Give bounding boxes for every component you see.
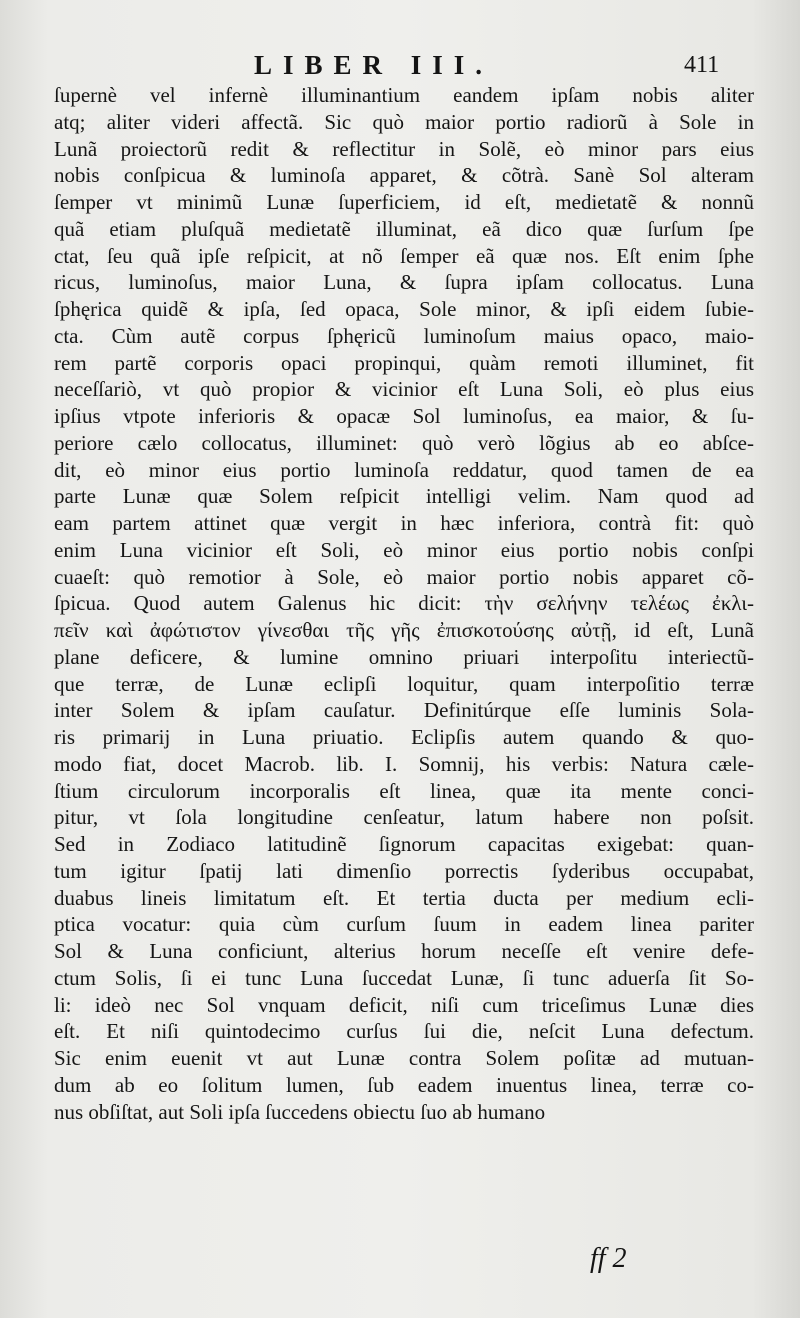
text-line: ricus, luminoſus, maior Luna, & ſupra ipſam collocatus. Luna <box>54 270 754 295</box>
text-line: dit, eò minor eius portio luminoſa reddatur, quod tamen de ea <box>54 457 754 482</box>
text-line: tum igitur ſpatij lati dimenſio porrectis ſyderibus occupabat, <box>54 858 754 883</box>
text-line: quã etiam pluſquã medietatẽ illuminat, eã dico quæ ſurſum ſpe <box>54 216 754 241</box>
text-line: li: ideò nec Sol vnquam deficit, niſi cum triceſimus Lunæ dies <box>54 992 754 1017</box>
text-line: Sed in Zodiaco latitudinẽ ſignorum capacitas exigebat: quan- <box>54 832 754 856</box>
signature-mark: ff 2 <box>590 1243 627 1274</box>
text-line: duabus lineis limitatum eſt. Et tertia ducta per medium ecli- <box>54 885 754 910</box>
text-line: modo fiat, docet Macrob. lib. I. Somnij, his verbis: Natura cæle- <box>54 751 754 776</box>
text-line: ris primarij in Luna priuatio. Eclipſis autem quando & quo- <box>54 725 754 749</box>
text-line: inter Solem & ipſam cauſatur. Definitúrque eſſe luminis Sola- <box>54 698 754 723</box>
text-line: dum ab eo ſolitum lumen, ſub eadem inuentus linea, terræ co- <box>54 1072 754 1097</box>
text-line: cuaeſt: quò remotior à Sole, eò maior portio nobis apparet cõ- <box>54 564 754 589</box>
text-line: eam partem attinet quæ vergit in hæc inferiora, contrà fit: quò <box>54 511 754 535</box>
text-line: nobis conſpicua & luminoſa apparet, & cõtrà. Sanè Sol alteram <box>54 163 754 188</box>
text-line: Sol & Luna conficiunt, alterius horum neceſſe eſt venire defe- <box>54 939 754 963</box>
text-line: periore cælo collocatus, illuminet: quò verò lõgius ab eo abſce- <box>54 430 754 455</box>
text-line: cta. Cùm autẽ corpus ſphęricũ luminoſum maius opaco, maio- <box>54 323 754 348</box>
text-line: ſupernè vel infernè illuminantium eandem ipſam nobis aliter <box>54 83 754 107</box>
page-number: 411 <box>684 52 720 78</box>
text-line: ſtium circulorum incorporalis eſt linea, quæ ita mente conci- <box>54 778 754 803</box>
text-line: ctat, ſeu quã ipſe reſpicit, at nõ ſemper eã quæ nos. Eſt enim ſphe <box>54 243 754 268</box>
text-line: atq; aliter videri affectã. Sic quò maior portio radiorũ à Sole in <box>54 109 754 134</box>
text-line: neceſſariò, vt quò propior & vicinior eſt Luna Soli, eò plus eius <box>54 377 754 402</box>
text-line: nus obſiſtat, aut Soli ipſa ſuccedens obiectu ſuo ab humano <box>54 1099 546 1124</box>
text-line: Lunã proiectorũ redit & reflectitur in Solẽ, eò minor pars eius <box>54 136 754 161</box>
text-line: πεῖν καὶ ἀφώτιστον γίνεσθαι τῆς γῆς ἐπισκοτούσης αὐτῇ, id eſt, Lunã <box>54 618 754 642</box>
text-line: pitur, vt ſola longitudine cenſeatur, latum habere non poſsit. <box>54 805 754 830</box>
text-line: ptica vocatur: quia cùm curſum ſuum in eadem linea pariter <box>54 912 754 937</box>
text-line: Sic enim euenit vt aut Lunæ contra Solem poſitæ ad mutuan- <box>54 1046 754 1070</box>
text-line: ſphęrica quidẽ & ipſa, ſed opaca, Sole minor, & ipſi eidem ſubie- <box>54 297 754 321</box>
running-title: LIBER III. <box>254 50 494 80</box>
text-line: ſemper vt minimũ Lunæ ſuperficiem, id eſt, medietatẽ & nonnũ <box>54 190 754 214</box>
text-line: plane deficere, & lumine omnino priuari interpoſitu interiectũ- <box>54 644 754 669</box>
body-text <box>54 82 754 1125</box>
text-line: rem partẽ corporis opaci propinqui, quàm remoti illuminet, fit <box>54 350 754 375</box>
text-line: ipſius vtpote inferioris & opacæ Sol luminoſus, ea maior, & ſu- <box>54 404 754 428</box>
text-line: ctum Solis, ſi ei tunc Luna ſuccedat Lunæ, ſi tunc aduerſa ſit So- <box>54 965 754 990</box>
text-line: eſt. Et niſi quintodecimo curſus ſui die, neſcit Luna defectum. <box>54 1019 754 1044</box>
text-line: ſpicua. Quod autem Galenus hic dicit: τὴν σελήνην τελέως ἐκλι- <box>54 591 754 616</box>
text-line: que terræ, de Lunæ eclipſi loquitur, quam interpoſitio terræ <box>54 671 754 696</box>
text-line: enim Luna vicinior eſt Soli, eò minor eius portio nobis conſpi <box>54 537 754 562</box>
text-line: parte Lunæ quæ Solem reſpicit intelligi velim. Nam quod ad <box>54 484 754 509</box>
